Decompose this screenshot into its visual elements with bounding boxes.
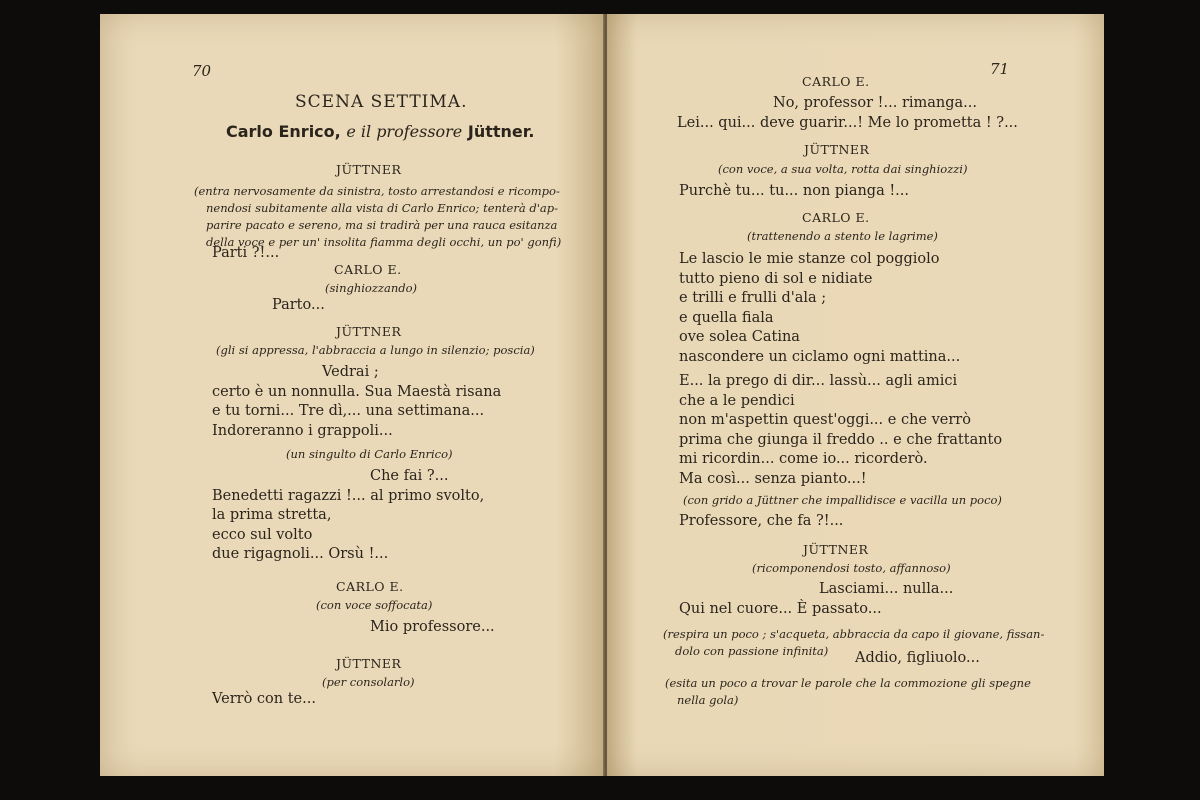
verse-line: E... la prego di dir... lassù... agli amici xyxy=(679,373,958,389)
dialogue-line: Verrò con te... xyxy=(212,691,316,707)
stage-direction: (trattenendo a stento le lagrime) xyxy=(747,229,938,243)
scene-characters xyxy=(226,122,534,141)
stage-direction: (ricomponendosi tosto, affannoso) xyxy=(752,561,951,575)
speaker-name: CARLO E. xyxy=(802,210,870,225)
verse-line: Indoreranno i grappoli... xyxy=(212,422,393,439)
verse-line: certo è un nonnulla. Sua Maestà risana xyxy=(212,383,502,400)
verse-line: Le lascio le mie stanze col poggiolo xyxy=(679,251,940,267)
direction-line: dolo con passione infinita) xyxy=(675,644,829,658)
stage-direction: (con voce soffocata) xyxy=(316,598,433,612)
verse-line: Qui nel cuore... È passato... xyxy=(679,600,882,617)
direction-line: nella gola) xyxy=(677,693,739,707)
stage-direction xyxy=(665,675,1031,709)
verse-line: che a le pendici xyxy=(679,392,795,409)
verse-block xyxy=(679,372,1002,489)
dialogue-line: Parto... xyxy=(272,297,325,313)
verse-line: nascondere un ciclamo ogni mattina... xyxy=(679,348,961,365)
stage-direction: (un singulto di Carlo Enrico) xyxy=(286,447,453,461)
stage-direction xyxy=(663,626,1044,660)
verse-line: due rigagnoli... Orsù !... xyxy=(212,546,389,562)
direction-line: parire pacato e sereno, ma si tradirà per una rauca esitanza xyxy=(206,218,558,232)
dialogue-line: Parti ?!... xyxy=(212,245,280,261)
speaker-name: JÜTTNER xyxy=(336,162,402,177)
verse-line: la prima stretta, xyxy=(212,507,332,523)
direction-line: nendosi subitamente alla vista di Carlo Enrico; tenterà d'ap- xyxy=(206,201,558,215)
verse-line: non m'aspettin quest'oggi... e che verrò xyxy=(679,412,971,428)
speaker-name: CARLO E. xyxy=(334,262,402,277)
verse-line: Vedrai ; xyxy=(322,364,379,380)
verse-block xyxy=(679,250,960,367)
stage-direction: (gli si appressa, l'abbraccia a lungo in silenzio; poscia) xyxy=(216,343,535,357)
stage-direction xyxy=(194,183,561,251)
right-page xyxy=(607,14,1104,776)
stage-direction: (singhiozzando) xyxy=(325,281,417,295)
page-number: 71 xyxy=(990,60,1010,78)
verse-line: e tu torni... Tre dì,... una settimana... xyxy=(212,403,485,419)
verse-block xyxy=(212,467,484,565)
left-page xyxy=(100,14,606,776)
verse-line: ecco sul volto xyxy=(212,526,313,543)
speaker-name: JÜTTNER xyxy=(336,324,402,339)
verse-line: Che fai ?... xyxy=(370,468,449,484)
verse-line: prima che giunga il freddo .. e che frattanto xyxy=(679,431,1003,448)
verse-line: Benedetti ragazzi !... al primo svolto, xyxy=(212,487,485,504)
dialogue-line: Professore, che fa ?!... xyxy=(679,513,844,529)
stage-direction: (per consolarlo) xyxy=(322,675,415,689)
dialogue-line: Addio, figliuolo... xyxy=(855,650,980,666)
direction-line: (esita un poco a trovar le parole che la commozione gli spegne xyxy=(665,676,1031,690)
open-book xyxy=(100,14,1104,776)
verse-line: tutto pieno di sol e nidiate xyxy=(679,270,873,287)
character-name: Jüttner. xyxy=(467,122,535,141)
verse-line: mi ricordin... come io... ricorderò. xyxy=(679,451,928,467)
stage-direction: (con grido a Jüttner che impallidisce e vacilla un poco) xyxy=(683,493,1002,507)
direction-line: (entra nervosamente da sinistra, tosto arrestandosi e ricompo- xyxy=(194,184,560,198)
dialogue-line: Purchè tu... tu... non pianga !... xyxy=(679,183,909,199)
direction-line: (respira un poco ; s'acqueta, abbraccia da capo il giovane, fissan- xyxy=(663,627,1045,641)
verse-block xyxy=(677,94,1018,133)
speaker-name: JÜTTNER xyxy=(336,656,402,671)
direction-line: della voce e per un' insolita fiamma degli occhi, un po' gonfi) xyxy=(206,235,562,249)
page-number: 70 xyxy=(192,62,212,80)
verse-block xyxy=(679,580,953,619)
verse-line: Lasciami... nulla... xyxy=(819,581,954,597)
verse-line: e trilli e frulli d'ala ; xyxy=(679,290,827,306)
verse-line: No, professor !... rimanga... xyxy=(773,95,977,111)
dialogue-line: Mio professore... xyxy=(370,619,495,635)
character-name: Carlo Enrico, xyxy=(226,122,341,141)
stage-direction: (con voce, a sua volta, rotta dai singhiozzi) xyxy=(718,162,968,176)
verse-block xyxy=(212,363,501,441)
speaker-name: CARLO E. xyxy=(336,579,404,594)
verse-line: ove solea Catina xyxy=(679,329,800,345)
verse-line: Lei... qui... deve guarir...! Me lo prometta ! ?... xyxy=(677,114,1018,131)
verse-line: e quella fiala xyxy=(679,309,774,326)
speaker-name: JÜTTNER xyxy=(804,142,870,157)
speaker-name: JÜTTNER xyxy=(803,542,869,557)
characters-connector: e il professore xyxy=(346,122,463,141)
speaker-name: CARLO E. xyxy=(802,74,870,89)
verse-line: Ma così... senza pianto...! xyxy=(679,470,867,487)
scene-title: SCENA SETTIMA. xyxy=(295,92,468,112)
